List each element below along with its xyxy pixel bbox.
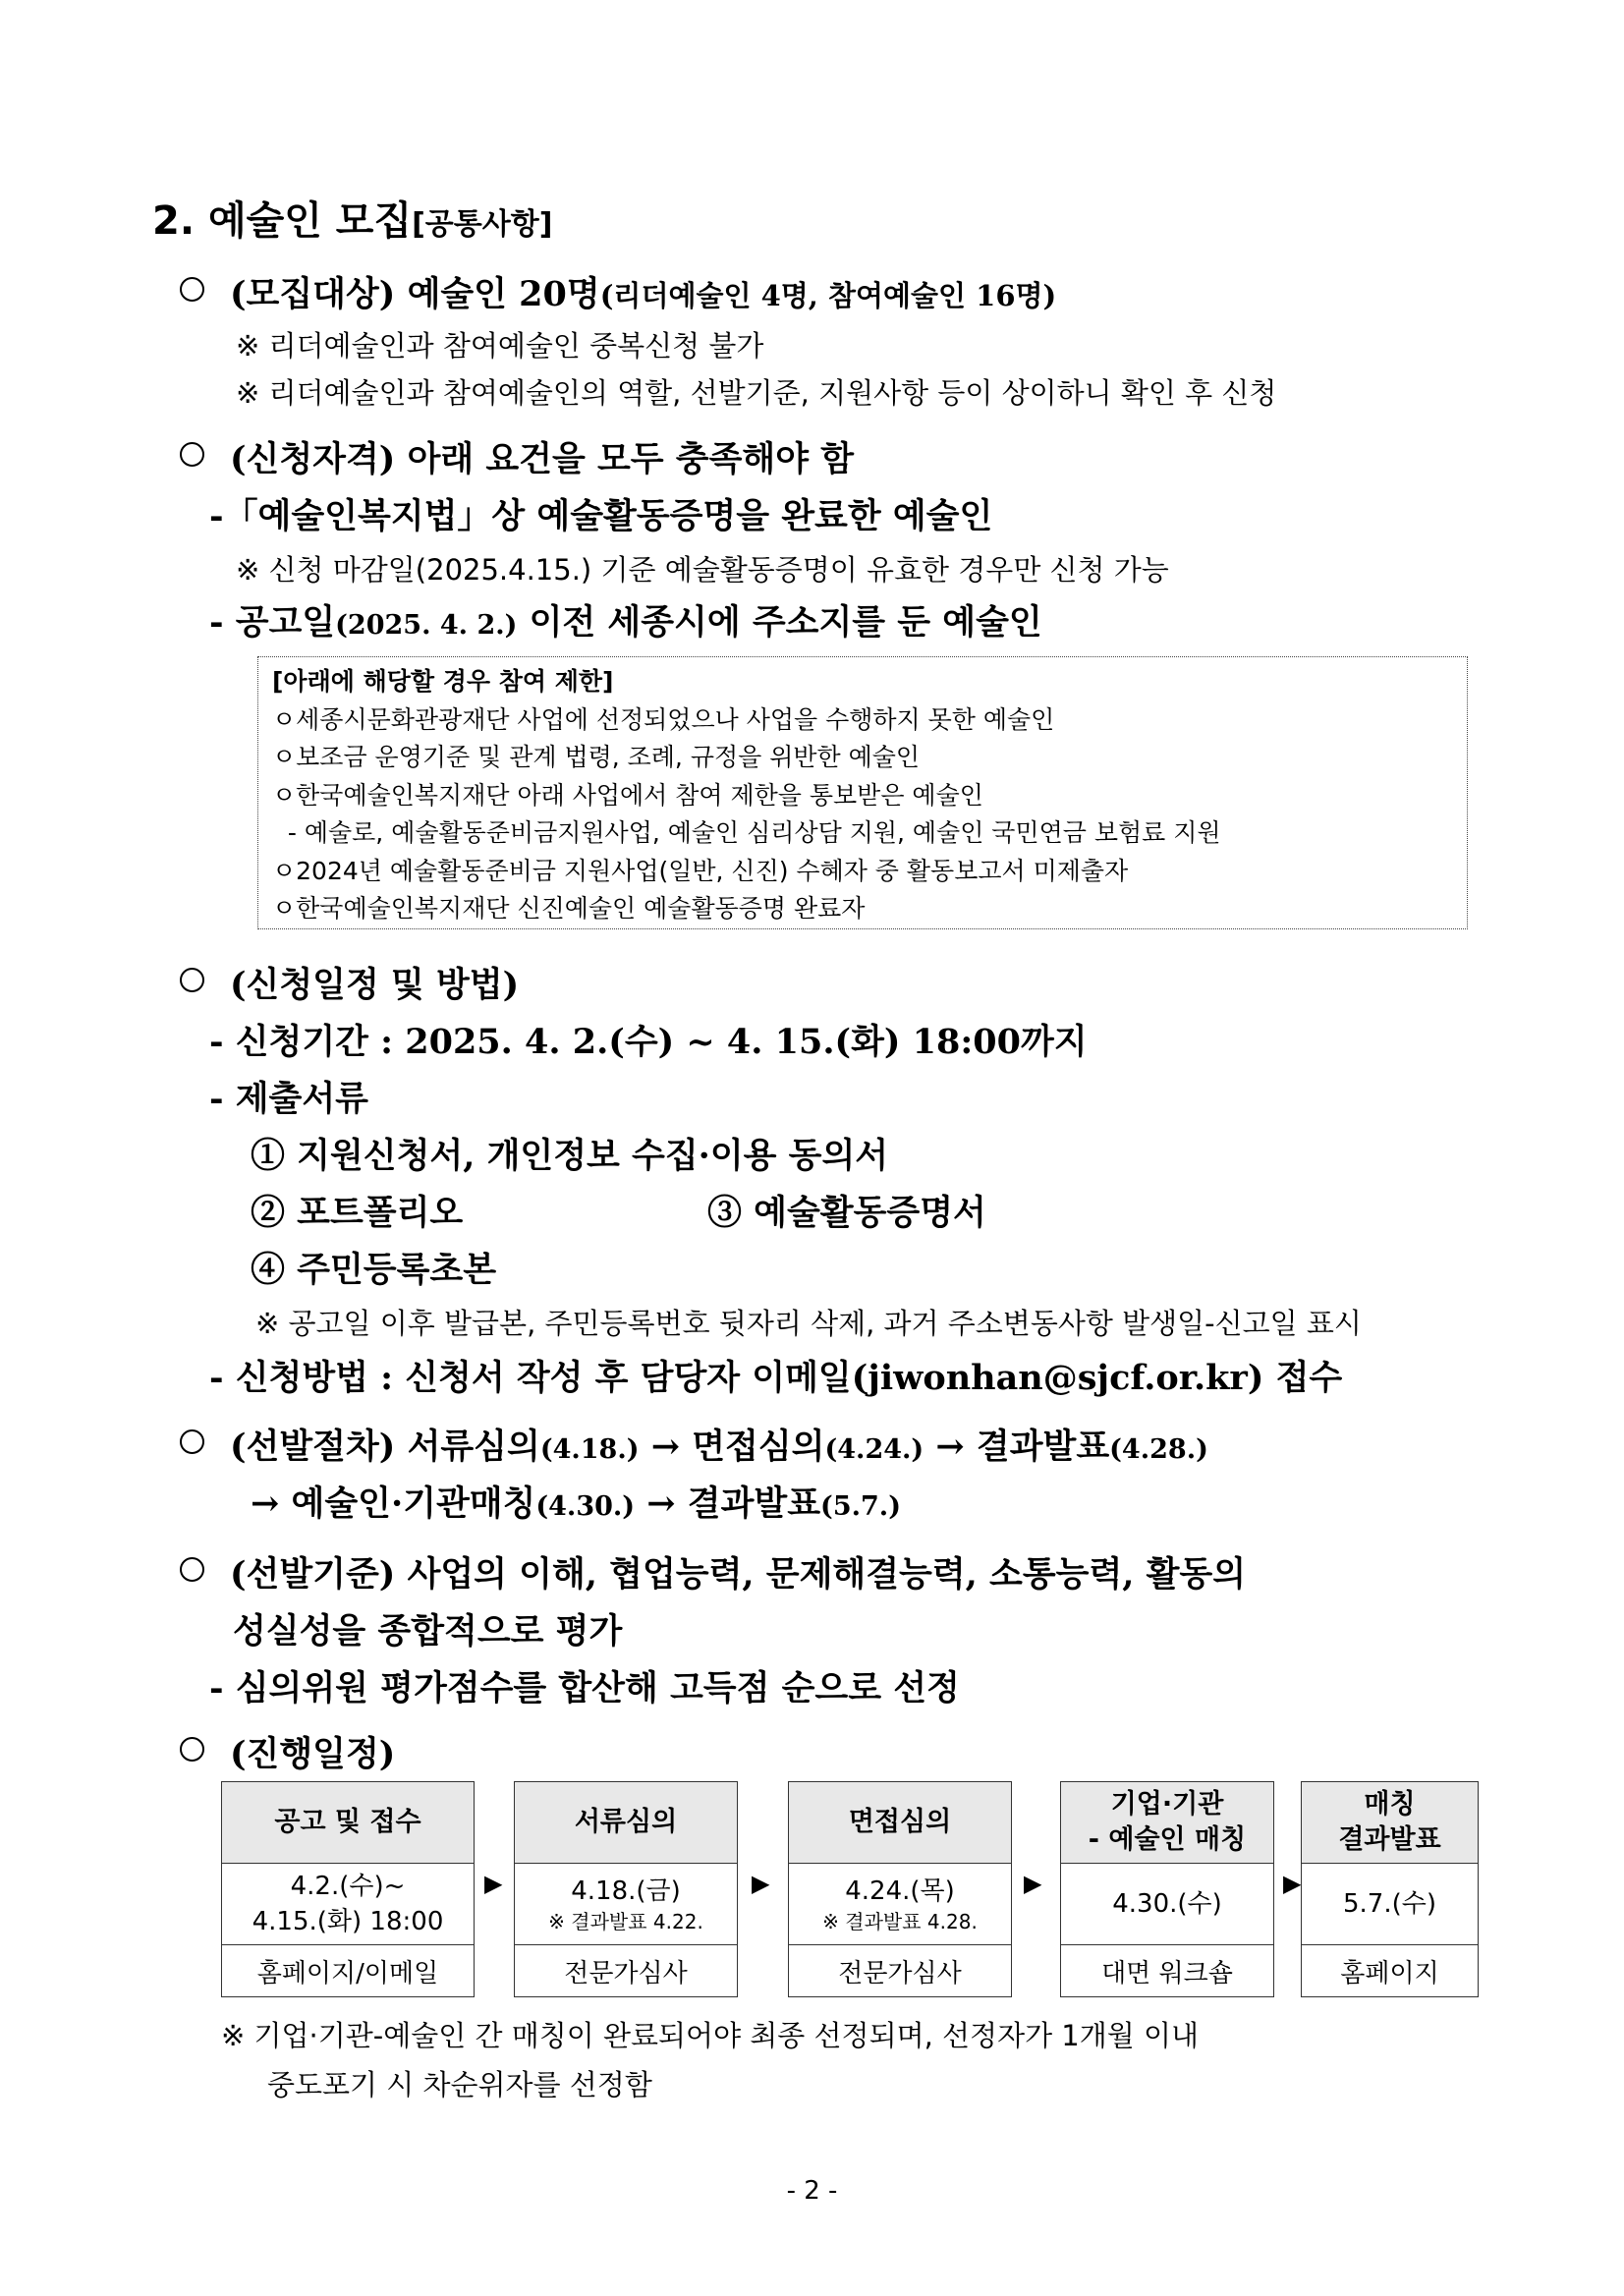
- process-step: 면접심의: [692, 1427, 825, 1467]
- progress-label: (진행일정): [230, 1734, 396, 1774]
- restriction-item: ㅇ보조금 운영기준 및 관계 법령, 조례, 규정을 위반한 예술인: [272, 743, 921, 771]
- selection-process-line: [180, 1420, 1208, 1469]
- step-method: 홈페이지: [1340, 1958, 1439, 1988]
- application-label: (신청일정 및 방법): [230, 965, 520, 1005]
- progress-step-1: [221, 1781, 475, 1997]
- recruit-target-line: [180, 267, 1056, 316]
- step-date-1: 4.24.(목): [845, 1876, 955, 1906]
- req2-date: (2025. 4. 2.): [335, 610, 518, 641]
- period-label: - 신청기간 :: [209, 1022, 406, 1062]
- process-date: (4.30.): [535, 1491, 636, 1522]
- step-head: 서류심의: [515, 1782, 737, 1864]
- restriction-item: ㅇ2024년 예술활동준비금 지원사업(일반, 신진) 수혜자 중 활동보고서 미제출자: [272, 856, 1129, 885]
- step-head-1: 기업·기관: [1110, 1789, 1224, 1820]
- process-step: 결과발표: [687, 1484, 821, 1524]
- req2-prefix: - 공고일: [209, 602, 336, 643]
- step-method: 대면 워크숍: [1101, 1958, 1233, 1988]
- progress-line: [180, 1727, 395, 1776]
- application-period: [209, 1015, 1088, 1064]
- progress-note-1: ※ 기업·기관-예술인 간 매칭이 완료되어야 최종 선정되며, 선정자가 1개월 이내: [221, 2019, 1200, 2052]
- criteria-text-2: 성실성을 종합적으로 평가: [233, 1611, 623, 1652]
- step-head-1: 매칭: [1364, 1789, 1416, 1820]
- period-value: 2025. 4. 2.(수) ~ 4. 15.(화) 18:00까지: [405, 1022, 1088, 1062]
- method-email: (jiwonhan@sjcf.or.kr): [851, 1358, 1264, 1398]
- page-title: [152, 190, 552, 246]
- section-heading: 2. 예술인 모집: [152, 198, 413, 244]
- process-step: 결과발표: [976, 1427, 1110, 1467]
- doc-2: ② 포트폴리오: [251, 1193, 464, 1233]
- process-label: (선발절차): [230, 1427, 396, 1467]
- restriction-item: ㅇ한국예술인복지재단 신진예술인 예술활동증명 완료자: [272, 894, 866, 923]
- recruit-note-2: ※ 리더예술인과 참여예술인의 역할, 선발기준, 지원사항 등이 상이하니 확인 후 신청: [236, 376, 1277, 410]
- triangle-right-icon: ▶: [1283, 1870, 1302, 1897]
- method-label: - 신청방법 : 신청서 작성 후 담당자 이메일: [209, 1358, 852, 1398]
- triangle-right-icon: ▶: [752, 1870, 770, 1897]
- recruit-note-1: ※ 리더예술인과 참여예술인 중복신청 불가: [236, 329, 764, 363]
- application-method: [209, 1351, 1342, 1400]
- progress-note-2: 중도포기 시 차순위자를 선정함: [267, 2068, 652, 2101]
- step-head: 공고 및 접수: [222, 1782, 474, 1864]
- arrow-right-icon: →: [935, 1427, 965, 1467]
- step-head: [1061, 1782, 1273, 1864]
- bullet-circle-icon: [180, 968, 204, 992]
- process-date: (5.7.): [820, 1491, 901, 1522]
- page-number: - 2 -: [786, 2176, 838, 2206]
- step-date-1: 4.18.(금): [571, 1876, 681, 1906]
- step-head-2: - 예술인 매칭: [1088, 1824, 1247, 1855]
- recruit-target-text: 예술인 20명: [407, 274, 600, 314]
- criteria-label: (선발기준): [230, 1554, 396, 1595]
- step-head: 면접심의: [789, 1782, 1011, 1864]
- step-date-note: ※ 결과발표 4.22.: [548, 1910, 703, 1933]
- criteria-sub: - 심의위원 평가점수를 합산해 고득점 순으로 선정: [209, 1668, 960, 1708]
- step-date-note: ※ 결과발표 4.28.: [822, 1910, 978, 1933]
- bullet-circle-icon: [180, 277, 204, 302]
- section-heading-sub: [공통사항]: [412, 207, 553, 242]
- eligibility-label: (신청자격): [230, 439, 396, 479]
- bullet-circle-icon: [180, 442, 204, 467]
- arrow-right-icon: →: [646, 1484, 676, 1524]
- restriction-heading: [아래에 해당할 경우 참여 제한]: [272, 667, 614, 696]
- eligibility-line: [180, 432, 854, 481]
- step-date: [1302, 1864, 1478, 1945]
- eligibility-req-1-note: ※ 신청 마감일(2025.4.15.) 기준 예술활동증명이 유효한 경우만 신청 가능: [236, 553, 1169, 587]
- step-date: [515, 1864, 737, 1945]
- req2-suffix: 이전 세종시에 주소지를 둔 예술인: [517, 602, 1042, 643]
- step-head: [1302, 1782, 1478, 1864]
- step-date-2: 4.15.(화) 18:00: [252, 1907, 444, 1936]
- eligibility-text: 아래 요건을 모두 충족해야 함: [407, 439, 855, 479]
- progress-step-4: [1060, 1781, 1274, 1997]
- progress-step-3: [788, 1781, 1012, 1997]
- step-method: 전문가심사: [564, 1958, 688, 1988]
- triangle-right-icon: ▶: [484, 1870, 503, 1897]
- restriction-item: ㅇ세종시문화관광재단 사업에 선정되었으나 사업을 수행하지 못한 예술인: [272, 704, 1055, 734]
- doc-4-note: ※ 공고일 이후 발급본, 주민등록번호 뒷자리 삭제, 과거 주소변동사항 발생일-신고일 표시: [255, 1307, 1362, 1340]
- step-method: 전문가심사: [838, 1958, 962, 1988]
- step-head-2: 결과발표: [1338, 1824, 1441, 1855]
- eligibility-req-1: -「예술인복지법」상 예술활동증명을 완료한 예술인: [209, 496, 993, 536]
- step-date-1: 4.30.(수): [1112, 1889, 1222, 1919]
- process-date: (4.28.): [1109, 1434, 1208, 1465]
- restriction-item: - 예술로, 예술활동준비금지원사업, 예술인 심리상담 지원, 예술인 국민연금 보험료 지원: [272, 818, 1221, 847]
- arrow-right-icon: →: [650, 1427, 681, 1467]
- recruit-target-label: (모집대상): [230, 274, 396, 314]
- process-date: (4.18.): [539, 1434, 640, 1465]
- docs-label: - 제출서류: [209, 1079, 368, 1119]
- restriction-box: [257, 656, 1468, 929]
- eligibility-req-2: [209, 595, 1042, 644]
- progress-step-5: [1301, 1781, 1479, 1997]
- bullet-circle-icon: [180, 1737, 204, 1762]
- selection-process-line-2: [251, 1477, 901, 1526]
- triangle-right-icon: ▶: [1024, 1870, 1042, 1897]
- step-date-1: 5.7.(수): [1342, 1889, 1437, 1919]
- bullet-circle-icon: [180, 1429, 204, 1454]
- step-method: 홈페이지/이메일: [256, 1958, 439, 1988]
- doc-1: ① 지원신청서, 개인정보 수집·이용 동의서: [251, 1136, 889, 1176]
- process-step: 예술인·기관매칭: [291, 1484, 536, 1524]
- recruit-target-detail: (리더예술인 4명, 참여예술인 16명): [599, 279, 1057, 312]
- bullet-circle-icon: [180, 1557, 204, 1582]
- progress-step-2: [514, 1781, 738, 1997]
- step-date: [222, 1864, 474, 1945]
- restriction-item: ㅇ한국예술인복지재단 아래 사업에서 참여 제한을 통보받은 예술인: [272, 780, 983, 810]
- criteria-line: [180, 1547, 1246, 1596]
- arrow-right-icon: →: [251, 1484, 280, 1524]
- method-suffix: 접수: [1263, 1358, 1343, 1398]
- process-date: (4.24.): [824, 1434, 924, 1465]
- process-step: 서류심의: [407, 1427, 540, 1467]
- step-date: [1061, 1864, 1273, 1945]
- doc-4: ④ 주민등록초본: [251, 1250, 497, 1290]
- step-date-1: 4.2.(수)~: [290, 1872, 406, 1901]
- application-line: [180, 958, 519, 1007]
- criteria-text: 사업의 이해, 협업능력, 문제해결능력, 소통능력, 활동의: [407, 1554, 1247, 1595]
- doc-3: ③ 예술활동증명서: [707, 1193, 986, 1233]
- progress-flow: [0, 1781, 1624, 1997]
- step-date: [789, 1864, 1011, 1945]
